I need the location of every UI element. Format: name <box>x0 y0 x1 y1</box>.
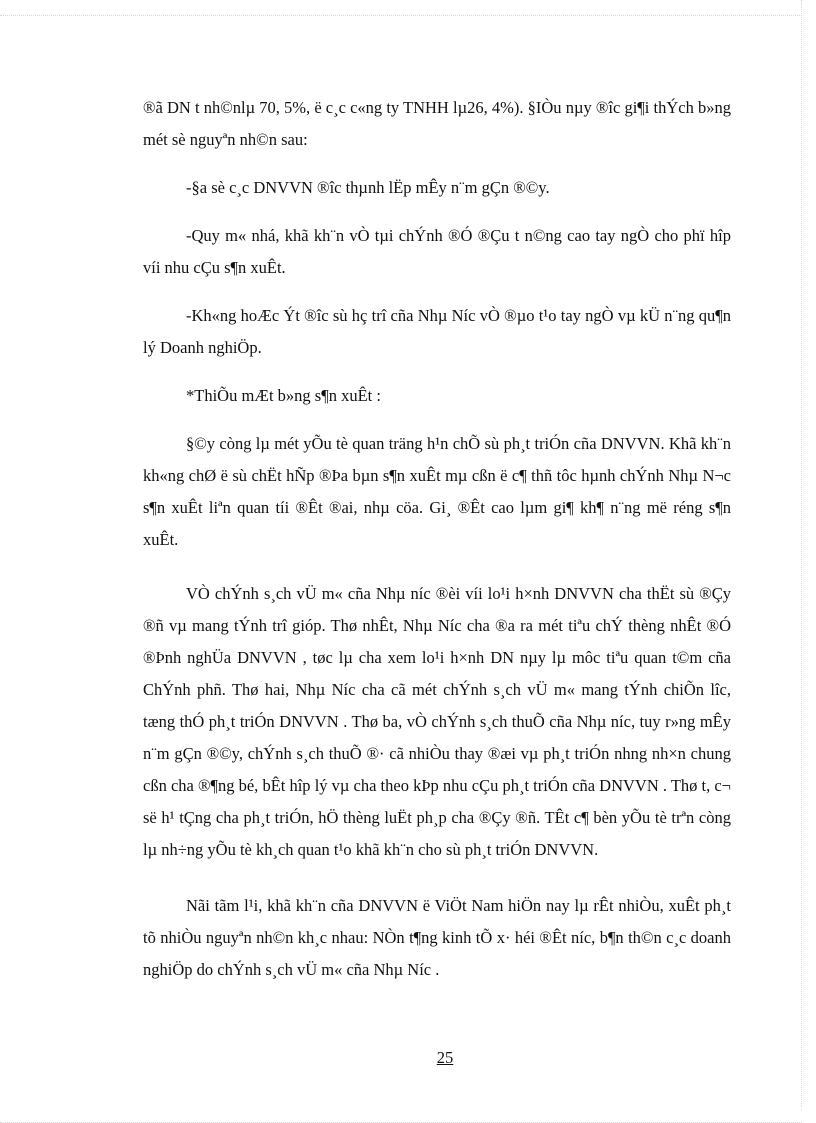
paragraph-macro-policy: VÒ chÝnh s¸ch vÜ m« cña Nhµ níc ®èi víi lo¹i h×nh DNVVN cha thËt sù ®Çy ®ñ vµ mang tÝnh trî gióp. Thø nhÊt, Nhµ Níc cha ®a ra mét tiªu chÝ thèng nhÊt ®Ó ®Þnh nghÜa DNVVN , tøc lµ cha xem lo¹i h×nh DN nµy lµ môc tiªu quan t©m cña ChÝnh phñ. Thø hai, Nhµ Níc cha cã mét chÝnh s¸ch vÜ m« mang tÝnh chiÕn lîc, tæng thÓ ph¸t triÓn DNVVN . Thø ba, vÒ chÝnh s¸ch thuÕ cña Nhµ níc, tuy r»ng mÊy n¨m gÇn ®©y, chÝnh s¸ch thuÕ ®· cã nhiÒu thay ®æi vµ ph¸t triÓn nhng nh×n chung cßn cha ®¶ng bé, bÊt hîp lý vµ cha theo kÞp nhu cÇu ph¸t triÓn cña DNVVN . Thø t, c¬ së h¹ tÇng cha ph¸t triÓn, hÖ thèng luËt ph¸p cha ®Çy ®ñ. TÊt c¶ bèn yÕu tè trªn còng lµ nh÷ng yÕu tè kh¸ch quan t¹o khã kh¨n cho sù ph¸t triÓn DNVVN. <box>143 584 731 859</box>
paragraph-continuation: ®ã DN t nh©nlµ 70, 5%, ë c¸c c«ng ty TNHH lµ26, 4%). §IÒu nµy ®îc gi¶i thÝch b»ng mét sè nguyªn nh©n sau: <box>143 98 731 149</box>
paragraph-reason-3: -Kh«ng hoÆc Ýt ®îc sù hç trî cña Nhµ Níc vÒ ®µo t¹o tay ngÒ vµ kÜ n¨ng qu¶n lý Doanh nghiÖp. <box>143 306 731 357</box>
paragraph-reason-1: -§a sè c¸c DNVVN ®îc thµnh lËp mÊy n¨m gÇn ®©y. <box>186 178 550 197</box>
paragraph-reason-2: -Quy m« nhá, khã kh¨n vÒ tµi chÝnh ®Ó ®Çu t n©ng cao tay ngÒ cho phï hîp víi nhu cÇu s¶n xuÊt. <box>143 226 731 277</box>
page-body <box>143 92 731 986</box>
page-border-top <box>0 15 802 16</box>
paragraph-conclusion: Nãi tãm l¹i, khã kh¨n cña DNVVN ë ViÖt Nam hiÖn nay lµ rÊt nhiÒu, xuÊt ph¸t tõ nhiÒu nguyªn nh©n kh¸c nhau: NÒn t¶ng kinh tÕ x· héi ®Êt níc, b¶n th©n c¸c doanh nghiÖp do chÝnh s¸ch vÜ m« cña Nhµ Níc . <box>143 896 731 979</box>
page-border-right <box>801 0 802 1110</box>
paragraph-premises: §©y còng lµ mét yÕu tè quan träng h¹n chÕ sù ph¸t triÓn cña DNVVN. Khã kh¨n kh«ng chØ ë sù chËt hÑp ®Þa bµn s¶n xuÊt mµ cßn ë c¶ thñ tôc hµnh chÝnh Nhµ N¬c s¶n xuÊt liªn quan tíi ®Êt ®ai, nhµ cöa. Gi¸ ®Êt cao lµm gi¶ kh¶ n¨ng më réng s¶n xuÊt. <box>143 434 731 549</box>
section-heading: *ThiÕu mÆt b»ng s¶n xuÊt : <box>186 386 381 405</box>
page-number: 25 <box>436 1048 454 1067</box>
